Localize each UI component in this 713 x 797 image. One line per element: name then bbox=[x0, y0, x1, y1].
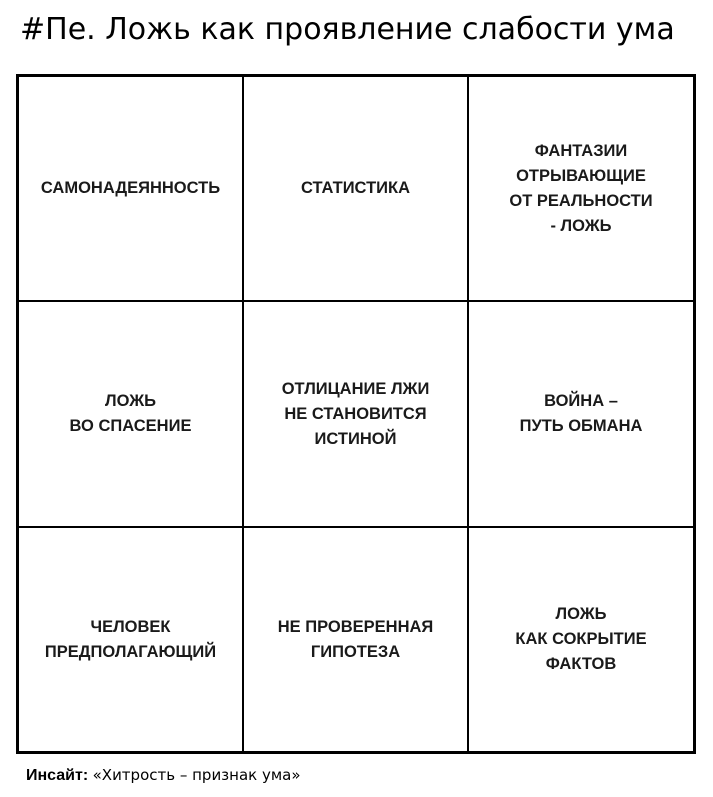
grid-cell bbox=[19, 528, 244, 751]
insight-label: Инсайт: bbox=[26, 767, 89, 784]
grid-cell bbox=[244, 77, 469, 302]
page-title: #Пе. Ложь как проявление слабости ума bbox=[20, 12, 675, 47]
grid-cell bbox=[469, 528, 693, 751]
grid-cell bbox=[19, 302, 244, 528]
grid-cell bbox=[244, 528, 469, 751]
grid-cell-text: НЕ ПРОВЕРЕННАЯ ГИПОТЕЗА bbox=[277, 617, 434, 661]
concept-grid bbox=[16, 74, 696, 754]
grid-cell bbox=[469, 77, 693, 302]
grid-cell-text: СТАТИСТИКА bbox=[300, 179, 410, 197]
grid-cell bbox=[19, 77, 244, 302]
insight-text: «Хитрость – признак ума» bbox=[92, 766, 301, 784]
grid-cell-text: ФАНТАЗИИ ОТРЫВАЮЩИЕ ОТ РЕАЛЬНОСТИ - ЛОЖЬ bbox=[509, 141, 653, 235]
grid-cell-text: ОТЛИЦАНИЕ ЛЖИ НЕ СТАНОВИТСЯ ИСТИНОЙ bbox=[281, 379, 430, 448]
grid-cell-text: ЛОЖЬ ВО СПАСЕНИЕ bbox=[69, 392, 192, 435]
insight-caption bbox=[26, 764, 301, 787]
grid-cell-text: ЛОЖЬ КАК СОКРЫТИЕ ФАКТОВ bbox=[515, 605, 647, 673]
grid-cell-text: ВОЙНА – ПУТЬ ОБМАНА bbox=[519, 392, 643, 435]
grid-cell-text: ЧЕЛОВЕК ПРЕДПОЛАГАЮЩИЙ bbox=[44, 617, 217, 661]
grid-cell-text: САМОНАДЕЯННОСТЬ bbox=[40, 179, 221, 197]
grid-cell-center bbox=[244, 302, 469, 528]
grid-cell bbox=[469, 302, 693, 528]
